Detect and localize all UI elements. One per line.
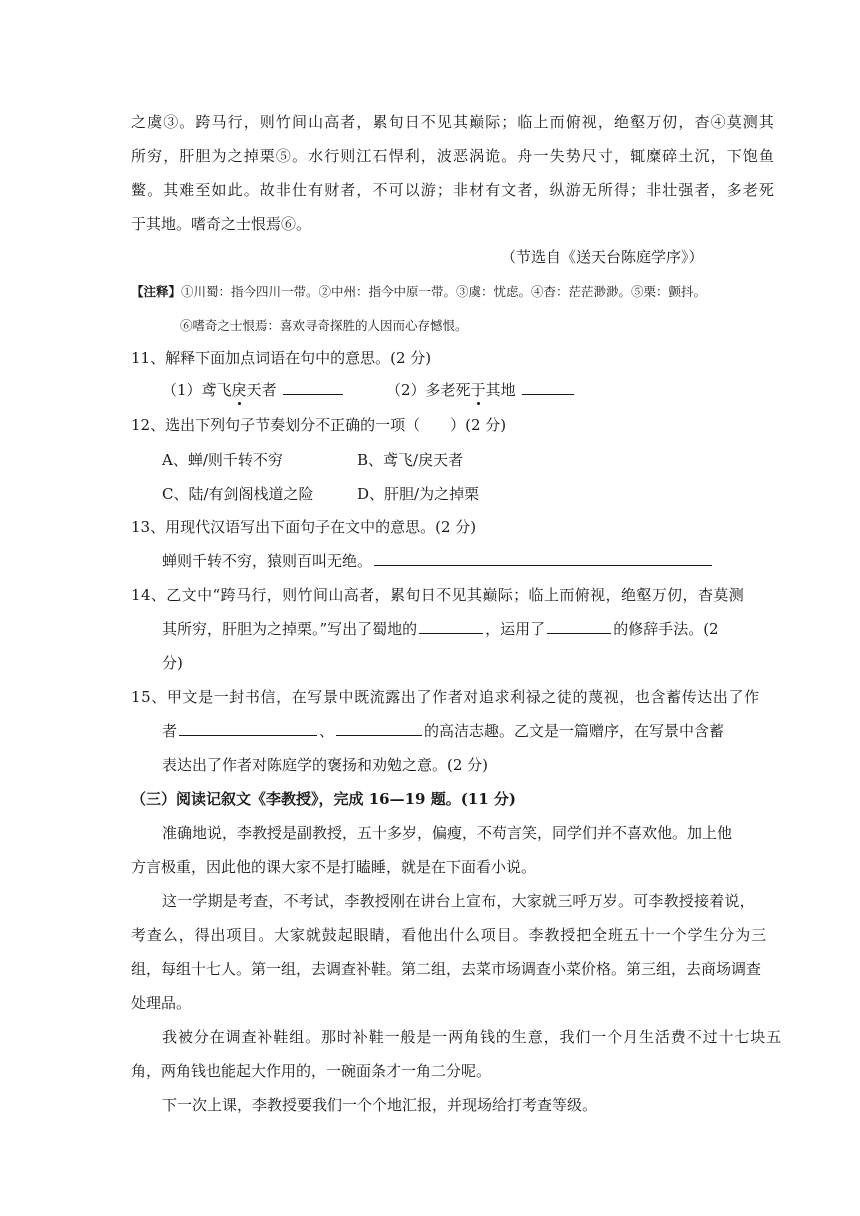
stem-text: 者 <box>162 722 178 740</box>
dotted-char: 于 <box>470 381 486 399</box>
answer-blank[interactable] <box>374 551 712 566</box>
question-14-line: 14、乙文中“跨马行，则竹间山高者，累旬日不见其巅际；临上而俯视，绝壑万仞，杳莫测 <box>131 586 745 604</box>
answer-blank[interactable] <box>547 619 611 634</box>
answer-blank[interactable] <box>283 380 343 395</box>
question-15-line: 15、甲文是一封书信，在写景中既流露出了作者对追求利禄之徒的蔑视，也含蓄传达出了作 <box>131 688 760 706</box>
passage-line: 鳖。其难至如此。故非仕有财者，不可以游；非材有文者，纵游无所得；非壮强者，多老死 <box>131 181 776 199</box>
passage-line: 所穷，肝胆为之掉栗⑤。水行则江石悍利，波恶涡诡。舟一失势尺寸，辄糜碎土沉，下饱鱼 <box>131 147 776 165</box>
question-14-line <box>162 619 719 639</box>
option-c: C、陆/有剑阁栈道之险 <box>162 485 314 503</box>
option-b: B、鸢飞/戾天者 <box>357 451 464 469</box>
story-line: 处理品。 <box>131 994 192 1012</box>
passage-line: 之虞③。跨马行，则竹间山高者，累旬日不见其巅际；临上而俯视，绝壑万仞，杳④莫测其 <box>131 113 776 131</box>
passage-line: 于其地。嗜奇之士恨焉⑥。 <box>131 215 312 233</box>
item-text: （2）多老死 <box>386 381 471 399</box>
stem-text: ，运用了 <box>485 620 546 638</box>
question-12-stem <box>131 415 506 435</box>
item-text: （1）鸢飞 <box>162 381 232 399</box>
notes-text: ①川蜀：指今四川一带。②中州：指今中原一带。③虞：忧虑。④杳：茫茫渺渺。⑤栗：颤抖。 <box>181 284 707 299</box>
story-line: 组，每组十七人。第一组，去调查补鞋。第二组，去菜市场调查小菜价格。第三组，去商场调查 <box>131 960 762 978</box>
notes-line <box>131 282 706 302</box>
notes-label: 【注释】 <box>131 284 182 299</box>
question-15-line: 表达出了作者对陈庭学的褒扬和劝勉之意。(2 分) <box>162 756 489 774</box>
question-11-stem: 11、解释下面加点词语在句中的意思。(2 分) <box>131 349 432 367</box>
story-line: 考查么，得出项目。大家就鼓起眼睛，看他出什么项目。李教授把全班五十一个学生分为三 <box>131 926 768 944</box>
stem-text: 、 <box>319 722 335 740</box>
question-15-line <box>162 721 724 741</box>
notes-line: ⑥嗜奇之士恨焉：喜欢寻奇探胜的人因而心存憾恨。 <box>180 318 468 333</box>
answer-blank[interactable] <box>336 721 422 736</box>
stem-text: 的高洁志趣。乙文是一篇赠序，在写景中含蓄 <box>424 722 725 740</box>
item-text: 其地 <box>485 381 516 399</box>
story-line: 方言极重，因此他的课大家不是打瞌睡，就是在下面看小说。 <box>131 858 537 876</box>
question-13-sentence <box>162 551 714 571</box>
stem-text: 的修辞手法。(2 <box>613 620 719 638</box>
stem-text: ）(2 分) <box>450 416 507 434</box>
item-text: 天者 <box>246 381 277 399</box>
question-11-item-2 <box>386 380 576 400</box>
question-14-line: 分) <box>162 654 183 672</box>
question-13-stem: 13、用现代汉语写出下面句子在文中的意思。(2 分) <box>131 518 477 536</box>
answer-blank[interactable] <box>179 721 317 736</box>
story-line: 我被分在调查补鞋组。那时补鞋一般是一两角钱的生意，我们一个月生活费不过十七块五 <box>162 1028 783 1046</box>
stem-text: 12、选出下列句子节奏划分不正确的一项（ <box>131 416 421 434</box>
story-line: 准确地说，李教授是副教授，五十多岁，偏瘦，不苟言笑，同学们并不喜欢他。加上他 <box>162 824 733 842</box>
dotted-char: 戾 <box>231 381 247 399</box>
story-line: 下一次上课，李教授要我们一个个地汇报，并现场给打考查等级。 <box>162 1096 598 1114</box>
option-d: D、肝胆/为之掉栗 <box>357 485 480 503</box>
story-line: 这一学期是考查，不考试，李教授刚在讲台上宣布，大家就三呼万岁。可李教授接着说， <box>162 892 755 910</box>
answer-blank[interactable] <box>419 619 483 634</box>
section-heading: （三）阅读记叙文《李教授》，完成 16—19 题。(11 分) <box>131 790 516 808</box>
stem-text: 其所穷，肝胆为之掉栗。”写出了蜀地的 <box>162 620 418 638</box>
sentence-text: 蝉则千转不穷，猿则百叫无绝。 <box>162 552 373 570</box>
answer-blank[interactable] <box>522 380 574 395</box>
passage-source: （节选自《送天台陈庭学序》） <box>501 248 704 266</box>
question-11-item-1 <box>162 380 345 400</box>
option-a: A、蝉/则千转不穷 <box>162 451 283 469</box>
story-line: 角，两角钱也能起大作用的，一碗面条才一角二分呢。 <box>131 1062 492 1080</box>
